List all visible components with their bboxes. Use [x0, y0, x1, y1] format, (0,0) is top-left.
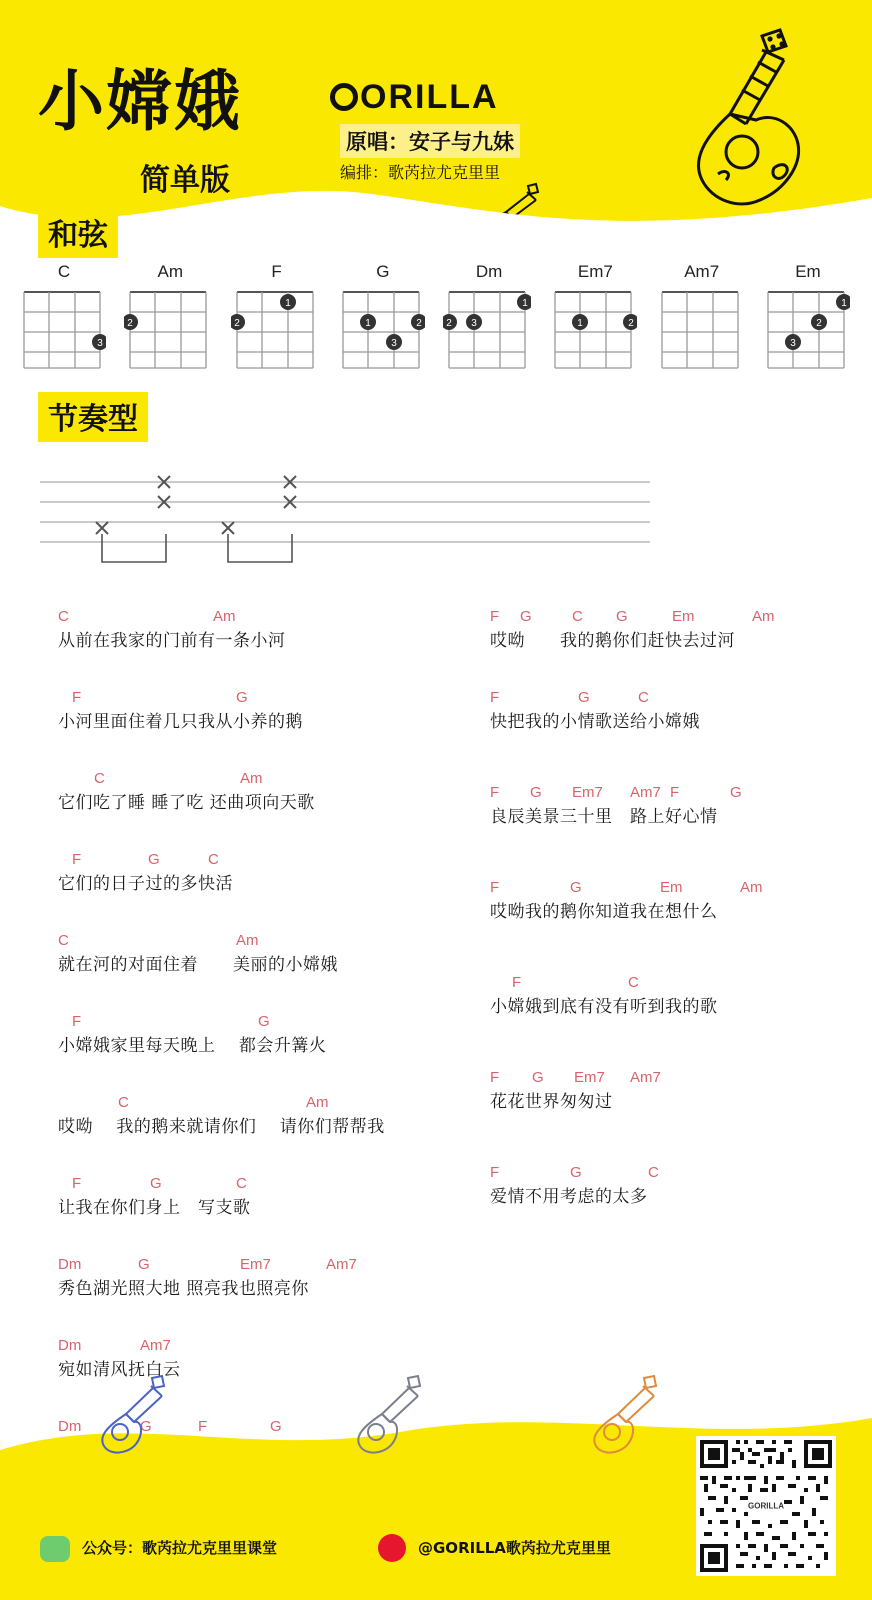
chord-label: C: [118, 1094, 129, 1111]
weibo-icon: [378, 1534, 406, 1562]
svg-text:2: 2: [446, 318, 452, 329]
chord-label: Am: [740, 879, 763, 896]
lyric-line: [490, 879, 870, 922]
chord-row: [58, 1013, 458, 1031]
chord-name: F: [271, 262, 282, 281]
chord-diagram: [18, 262, 110, 372]
chord-diagram: [231, 262, 323, 372]
chord-name: G: [376, 262, 390, 281]
chord-label: C: [638, 689, 649, 706]
chord-label: G: [148, 851, 160, 868]
chord-label: Am: [240, 770, 263, 787]
weibo-account: @GORILLA歌芮拉尤克里里: [418, 1539, 611, 1557]
chord-diagram: [443, 262, 535, 372]
chord-row: [490, 608, 870, 626]
lyric-line: [58, 1256, 458, 1299]
chord-label: F: [670, 784, 680, 801]
svg-text:1: 1: [841, 298, 847, 309]
page-title: 小嫦娥: [38, 63, 242, 140]
chord-row: [58, 1256, 458, 1274]
lyric-line: [58, 608, 458, 651]
lyric-text: 小嫦娥到底有没有听到我的歌: [490, 997, 718, 1017]
lyric-text: 哎呦 我的鹅你们赶快去过河: [490, 631, 735, 651]
chord-name: C: [57, 262, 71, 281]
lyric-line: [490, 784, 870, 827]
lyric-text: 良辰美景三十里 路上好心情: [490, 807, 718, 827]
chord-grid: [124, 286, 212, 372]
chord-label: F: [490, 879, 500, 896]
ukulele-blue-illustration: [84, 1374, 170, 1460]
lyric-text: 让我在你们身上 写支歌: [58, 1198, 251, 1218]
lyric-text: 哎呦 我的鹅来就请你们 请你们帮帮我: [58, 1117, 385, 1137]
page-header: [0, 0, 872, 240]
lyric-line: [58, 932, 458, 975]
chord-row: [490, 879, 870, 897]
lyric-line: [490, 608, 870, 651]
lyric-text: 就在河的对面住着 美丽的小嫦娥: [58, 955, 338, 975]
chord-label: C: [648, 1164, 659, 1181]
lyric-line: [490, 974, 870, 1017]
lyric-line: [490, 689, 870, 732]
chord-label: Em7: [240, 1256, 271, 1273]
chord-row: [58, 851, 458, 869]
chord-label: Em: [672, 608, 695, 625]
lyric-line: [490, 1164, 870, 1207]
brand-ring-icon: [330, 83, 358, 111]
chord-name: Am: [157, 262, 184, 281]
chord-label: C: [208, 851, 219, 868]
lyric-text: 爱情不用考虑的太多: [490, 1187, 648, 1207]
lyric-text: 它们的日子过的多快活: [58, 874, 233, 894]
chord-grid: [231, 286, 319, 372]
chord-label: Am: [213, 608, 236, 625]
chord-label: G: [236, 689, 248, 706]
chord-label: F: [72, 1175, 82, 1192]
chord-row: [58, 770, 458, 788]
lyric-line: [58, 1013, 458, 1056]
lyric-line: [58, 1094, 458, 1137]
strum-pattern-staff: [40, 470, 660, 590]
arranger: 编排：歌芮拉尤克里里: [340, 163, 501, 182]
lyrics-column-left: [58, 608, 458, 1499]
chord-label: G: [616, 608, 628, 625]
chord-label: C: [94, 770, 105, 787]
chord-label: G: [530, 784, 542, 801]
lyric-text: 从前在我家的门前有一条小河: [58, 631, 286, 651]
chord-grid: [18, 286, 106, 372]
chord-label: C: [58, 932, 69, 949]
chord-diagram: [656, 262, 748, 372]
chord-name: Em7: [577, 262, 613, 281]
chord-grid: [443, 286, 531, 372]
svg-text:2: 2: [816, 318, 822, 329]
chord-diagram: [549, 262, 641, 372]
svg-text:2: 2: [416, 318, 422, 329]
chord-label: Am7: [326, 1256, 357, 1273]
svg-text:3: 3: [391, 338, 397, 349]
chord-row: [58, 608, 458, 626]
chord-label: F: [72, 851, 82, 868]
lyric-line: [58, 770, 458, 813]
chord-diagram: [762, 262, 854, 372]
chord-grid: [337, 286, 425, 372]
chord-name: Am7: [684, 262, 720, 281]
chord-label: F: [72, 1013, 82, 1030]
brand-logo: [330, 78, 499, 117]
header-wave-divider: [0, 172, 872, 240]
lyric-text: 哎呦我的鹅你知道我在想什么: [490, 902, 718, 922]
chord-label: G: [578, 689, 590, 706]
chord-label: F: [490, 1069, 500, 1086]
lyric-text: 秀色湖光照大地 照亮我也照亮你: [58, 1279, 309, 1299]
lyric-text: 它们吃了睡 睡了吃 还曲项向天歌: [58, 793, 315, 813]
chord-label: G: [730, 784, 742, 801]
chord-label: Am: [752, 608, 775, 625]
chord-name: Dm: [475, 262, 503, 281]
svg-text:2: 2: [233, 318, 240, 329]
chord-diagram: [124, 262, 216, 372]
chord-label: Am: [236, 932, 259, 949]
svg-text:2: 2: [127, 318, 134, 329]
chord-label: Em7: [574, 1069, 605, 1086]
chord-label: C: [58, 608, 69, 625]
chord-label: G: [532, 1069, 544, 1086]
chord-row: [490, 784, 870, 802]
lyric-text: 小河里面住着几只我从小养的鹅: [58, 712, 303, 732]
chord-label: Em7: [572, 784, 603, 801]
chord-label: G: [150, 1175, 162, 1192]
svg-text:3: 3: [97, 338, 103, 349]
chords-section-title: 和弦: [38, 208, 118, 258]
chord-label: G: [140, 1418, 152, 1435]
chord-label: Am7: [630, 784, 661, 801]
chord-label: F: [72, 689, 82, 706]
chord-label: Dm: [58, 1256, 82, 1273]
chord-label: G: [570, 879, 582, 896]
svg-text:3: 3: [790, 338, 796, 349]
page-footer: [0, 1450, 872, 1600]
lyric-line: [58, 1175, 458, 1218]
qr-code[interactable]: [696, 1436, 836, 1576]
lyric-line: [490, 1069, 870, 1112]
brand-text: ORILLA: [360, 78, 499, 116]
chord-name: Em: [795, 262, 821, 281]
wechat-account: 公众号：歌芮拉尤克里里课堂: [82, 1539, 278, 1557]
chord-label: F: [490, 1164, 500, 1181]
chord-label: F: [490, 608, 500, 625]
chord-row: [58, 689, 458, 707]
wechat-icon: [40, 1536, 70, 1562]
chord-label: F: [490, 784, 500, 801]
chord-row: [58, 1175, 458, 1193]
chord-label: G: [138, 1256, 150, 1273]
chord-label: C: [628, 974, 639, 991]
chord-row: [58, 1337, 458, 1355]
lyrics-column-right: [490, 608, 870, 1245]
chord-label: Am7: [630, 1069, 661, 1086]
chord-row: [490, 689, 870, 707]
chord-label: F: [512, 974, 522, 991]
ukulele-gray-illustration: [340, 1374, 426, 1460]
chord-label: C: [236, 1175, 247, 1192]
lyric-line: [58, 851, 458, 894]
chord-label: Dm: [58, 1418, 82, 1435]
strum-section-title: 节奏型: [38, 392, 148, 442]
original-singer: 原唱：安子与九妹: [340, 124, 520, 158]
chord-label: C: [572, 608, 583, 625]
chord-label: Dm: [58, 1337, 82, 1354]
chord-label: Em: [660, 879, 683, 896]
chord-label: Am: [306, 1094, 329, 1111]
svg-text:2: 2: [628, 318, 635, 329]
chord-row: [490, 1164, 870, 1182]
svg-text:1: 1: [577, 318, 584, 329]
svg-text:1: 1: [522, 298, 528, 309]
chord-grid: [656, 286, 744, 372]
chord-grid: [549, 286, 637, 372]
chord-label: F: [490, 689, 500, 706]
lyric-text: 快把我的小情歌送给小嫦娥: [490, 712, 700, 732]
qr-center-label: GORILLA: [748, 1501, 784, 1511]
svg-text:1: 1: [284, 298, 291, 309]
ukulele-orange-illustration: [576, 1374, 662, 1460]
lyric-text: 宛如清风抚白云: [58, 1360, 181, 1380]
chord-row: [58, 932, 458, 950]
lyric-text: 小嫦娥家里每天晚上 都会升篝火: [58, 1036, 327, 1056]
chord-row: [490, 1069, 870, 1087]
chord-label: F: [198, 1418, 208, 1435]
chord-diagram: [337, 262, 429, 372]
chord-diagram-list: [18, 262, 854, 372]
lyric-text: 花花世界匆匆过: [490, 1092, 613, 1112]
svg-text:1: 1: [365, 318, 371, 329]
chord-label: Am7: [140, 1337, 171, 1354]
chord-grid: [762, 286, 850, 372]
lyric-line: [58, 689, 458, 732]
chord-label: G: [258, 1013, 270, 1030]
chord-label: G: [570, 1164, 582, 1181]
svg-text:3: 3: [471, 318, 477, 329]
chord-row: [490, 974, 870, 992]
chord-row: [58, 1094, 458, 1112]
chord-label: G: [520, 608, 532, 625]
version-label: 简单版: [140, 163, 230, 198]
chord-label: G: [270, 1418, 282, 1435]
